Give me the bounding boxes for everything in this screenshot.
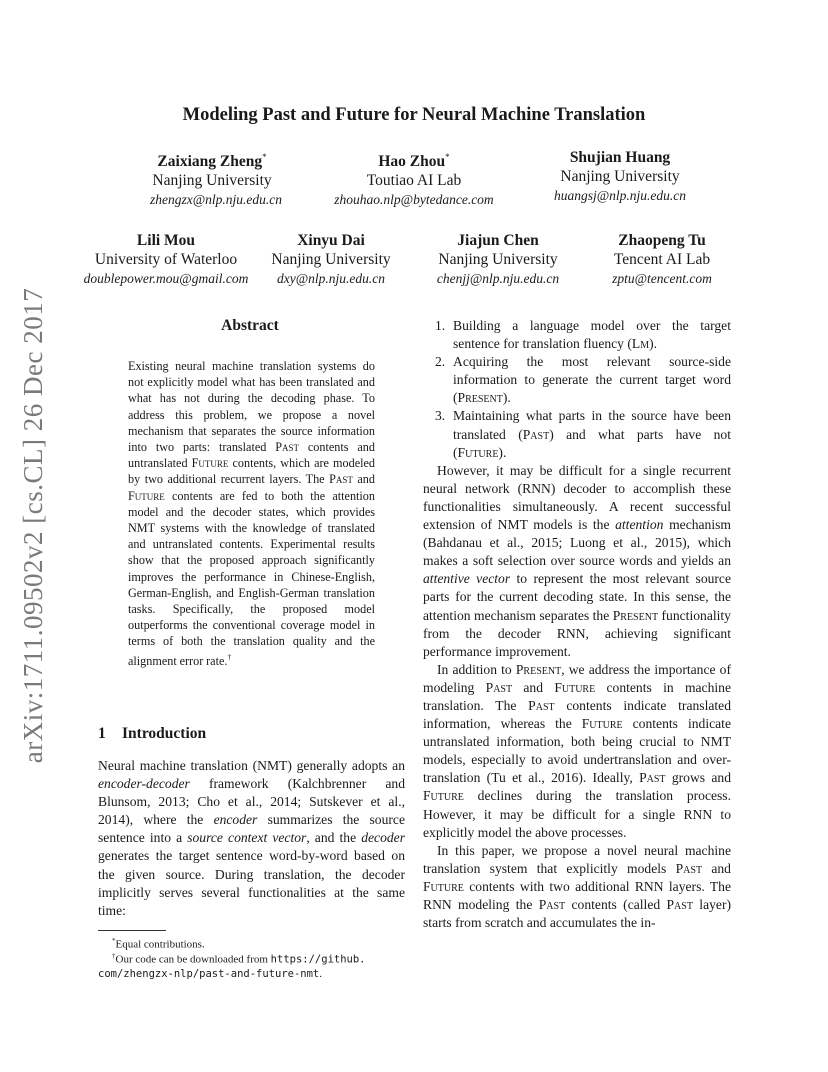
author-email[interactable]: dxy@nlp.nju.edu.cn — [276, 271, 385, 286]
author-block — [312, 148, 516, 209]
author-name: Lili Mou — [136, 232, 196, 249]
footnote-code: †Our code can be downloaded from https://github. com/zhengzx-nlp/past-and-future-nmt. — [98, 952, 366, 980]
intro-paragraph: Neural machine translation (NMT) generally adopts an encoder-decoder framework (Kalchbrenner and Blunsom, 2013; Cho et al., 2014; Sutskever et al., 2014), where the encoder summarizes the source sentence into a source context vector, and the decoder generates the target sentence word-by-word based on the given source. During translation, the decoder implicitly serves several functionalities at the same time: — [98, 758, 405, 918]
list-item: 3. Maintaining what parts in the source have been translated (Past) and what parts have not (Future). — [435, 408, 731, 460]
footnote-equal: *Equal contributions. — [112, 937, 205, 951]
author-affiliation: Toutiao AI Lab — [366, 172, 462, 190]
author-block — [600, 231, 724, 288]
author-affiliation: Nanjing University — [271, 251, 391, 268]
author-name: Zhaopeng Tu — [618, 232, 706, 249]
author-block — [540, 148, 700, 205]
author-email[interactable]: zhengzx@nlp.nju.edu.cn — [150, 192, 283, 208]
author-affiliation: University of Waterloo — [94, 251, 238, 268]
author-affiliation: Nanjing University — [438, 251, 558, 268]
author-affiliation: Nanjing University — [560, 168, 680, 185]
author-name: Hao Zhou* — [378, 152, 450, 171]
abstract-text: Existing neural machine translation systems do not explicitly model what has been translated and what has not during the decoding phase. To address this problem, we propose a novel mechanism that separates the source information into two parts: translated Past contents and untranslated Future contents, which are modeled by two additional recurrent layers. The Past and Future contents are fed to both the attention model and the decoder states, which provides NMT systems with the knowledge of translated and untranslated contents. Experimental results show that the proposed approach significantly improves the performance in Chinese-English, German-English, and English-German translation tasks. Specifically, the proposed model outperforms the conventional coverage model in terms of both the translation quality and the alignment error rate.† — [128, 359, 375, 668]
author-email[interactable]: zhouhao.nlp@bytedance.com — [334, 192, 494, 208]
author-email[interactable]: huangsj@nlp.nju.edu.cn — [553, 188, 687, 203]
author-block — [266, 231, 396, 288]
footnote-rule — [98, 930, 166, 931]
list-item: 1. Building a language model over the target sentence for translation fluency (Lm). — [435, 318, 731, 352]
list-item: 2. Acquiring the most relevant source-side information to generate the current target word (Present). — [435, 354, 731, 406]
arxiv-stamp: arXiv:1711.09502v2 [cs.CL] 26 Dec 2017 — [18, 287, 49, 763]
author-block — [150, 148, 283, 209]
author-block — [424, 231, 572, 288]
code-url[interactable]: https://github. — [270, 953, 366, 966]
body-paragraph: However, it may be difficult for a single recurrent neural network (RNN) decoder to accomplish these functionalities simultaneously. A recent successful extension of NMT models is the attention mechanism (Bahdanau et al., 2015; Luong et al., 2015), which makes a soft selection over source words and yields an attentive vector to represent the most relevant source parts for the current decoding state. In this sense, the attention mechanism separates the Present functionality from the decoder RNN, achieving significant performance improvement. — [423, 462, 732, 659]
functionality-list — [423, 317, 731, 462]
author-name: Zaixiang Zheng* — [157, 152, 267, 171]
section-heading: 1 Introduction — [98, 725, 207, 742]
author-email[interactable]: chenjj@nlp.nju.edu.cn — [436, 271, 560, 286]
author-block — [74, 231, 258, 288]
author-email[interactable]: doublepower.mou@gmail.com — [83, 271, 249, 286]
author-affiliation: Tencent AI Lab — [613, 251, 711, 268]
right-column — [423, 317, 731, 932]
author-name: Xinyu Dai — [297, 232, 365, 249]
abstract-heading: Abstract — [221, 317, 279, 334]
author-affiliation: Nanjing University — [152, 172, 272, 190]
author-email[interactable]: zptu@tencent.com — [612, 271, 712, 286]
body-paragraph: In addition to Present, we address the importance of modeling Past and Future contents in machine translation. The Past contents indicate translated information, whereas the Future contents indicate untranslated information, both being crucial to NMT models, especially to avoid undertranslation and over-translation (Tu et al., 2016). Ideally, Past grows and Future declines during the translation process. However, it may be difficult for a single RNN to explicitly model the above processes. — [423, 661, 731, 840]
body-paragraph: In this paper, we propose a novel neural machine translation system that explicitly models Past and Future contents with two additional RNN layers. The RNN modeling the Past contents (called Past layer) starts from scratch and accumulates the in- — [423, 842, 731, 931]
paper-title: Modeling Past and Future for Neural Machine Translation — [182, 105, 646, 125]
code-url[interactable]: com/zhengzx-nlp/past-and-future-nmt — [98, 967, 320, 980]
author-name: Shujian Huang — [569, 149, 671, 166]
author-name: Jiajun Chen — [457, 232, 539, 249]
